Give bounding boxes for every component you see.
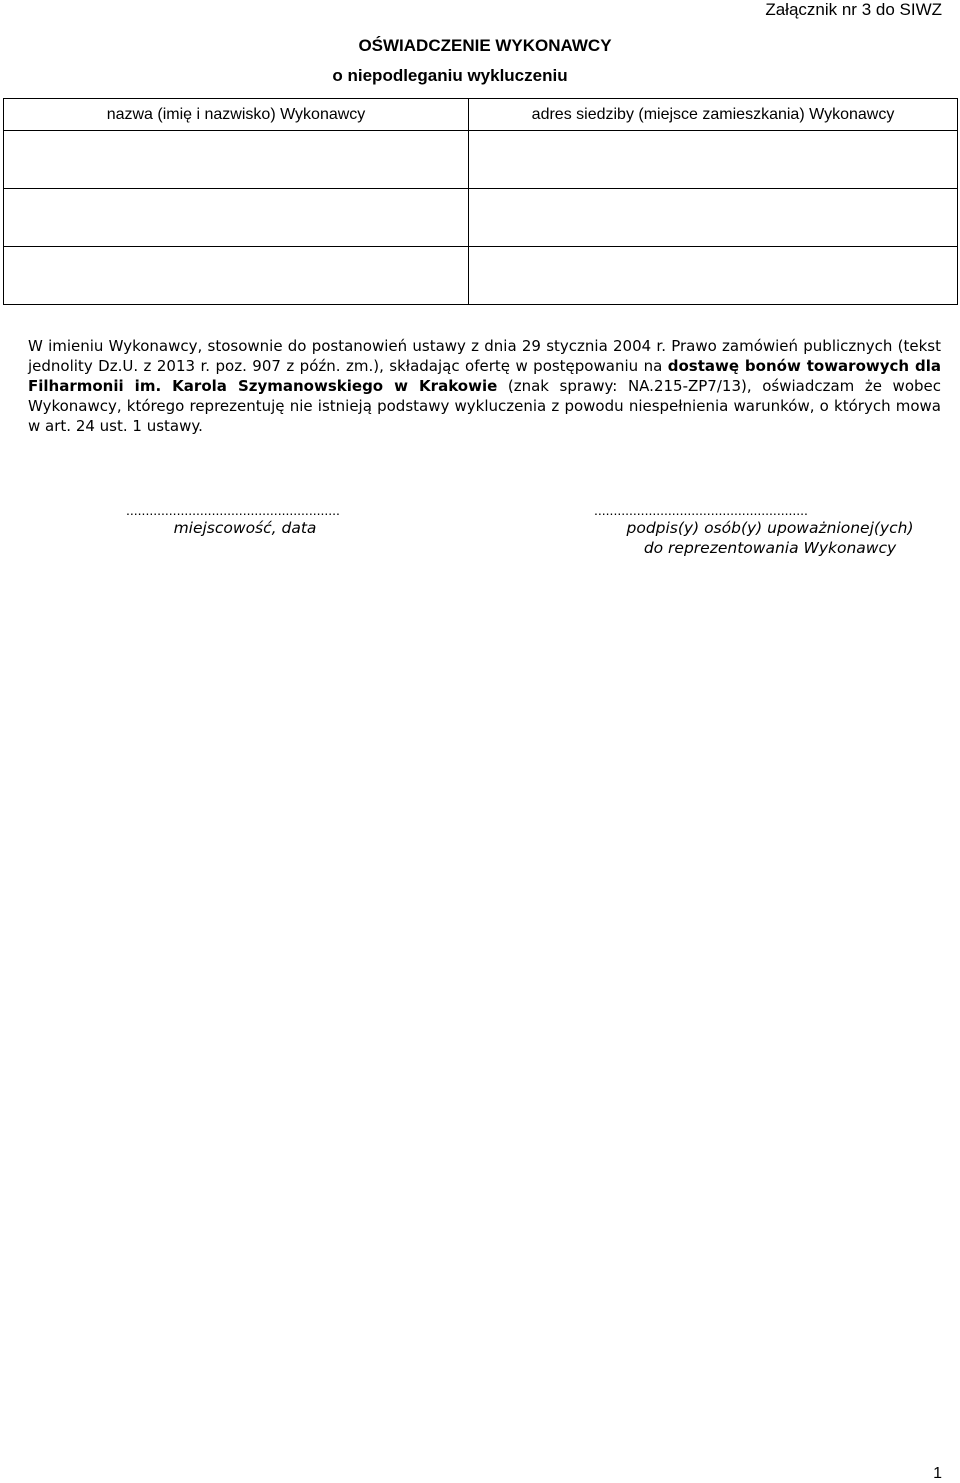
statement-text-closing: (znak sprawy: NA.215-ZP7/13), oświadczam że wobec Wykonawcy, którego reprezentuję nie istnieją podstawy wykluczenia z powodu niespełnienia warunków, o których mowa w art. 24 ust. 1 ustawy. xyxy=(28,377,941,435)
annex-label: Załącznik nr 3 do SIWZ xyxy=(765,0,942,19)
contractor-address-cell-2[interactable] xyxy=(469,189,958,247)
statement-text-intro: W imieniu Wykonawcy, stosownie do postanowień ustawy z dnia 29 stycznia 2004 r. Prawo zamówień publicznych (tekst jednolity Dz.U. z 2013 r. poz. 907 z późn. zm.), składając ofertę w postępowaniu na xyxy=(28,337,941,375)
signature-label-line1: podpis(y) osób(y) upoważnionej(ych) xyxy=(626,519,914,537)
statement-paragraph xyxy=(28,336,941,436)
contractor-address-cell-3[interactable] xyxy=(469,247,958,305)
statement-subject-bold: dostawę bonów towarowych dla Filharmonii im. Karola Szymanowskiego w Krakowie xyxy=(28,357,941,395)
authorized-signature-block xyxy=(590,502,950,558)
contractor-address-header: adres siedziby (miejsce zamieszkania) Wykonawcy xyxy=(469,99,958,131)
contractor-name-cell-1[interactable] xyxy=(4,131,469,189)
document-title: OŚWIADCZENIE WYKONAWCY xyxy=(358,36,612,55)
signature-dotted-line[interactable]: ....................................................... xyxy=(594,502,808,518)
contractor-name-cell-2[interactable] xyxy=(4,189,469,247)
contractor-name-header: nazwa (imię i nazwisko) Wykonawcy xyxy=(4,99,469,131)
place-date-label: miejscowość, data xyxy=(173,519,317,537)
place-date-signature-block xyxy=(120,502,370,538)
contractor-table xyxy=(3,98,958,305)
page-number: 1 xyxy=(933,1465,942,1482)
document-subtitle: o niepodleganiu wykluczeniu xyxy=(332,66,568,85)
contractor-name-cell-3[interactable] xyxy=(4,247,469,305)
signature-label-line2: do reprezentowania Wykonawcy xyxy=(643,539,897,557)
place-date-dotted-line[interactable]: ....................................................... xyxy=(126,502,340,518)
contractor-address-cell-1[interactable] xyxy=(469,131,958,189)
